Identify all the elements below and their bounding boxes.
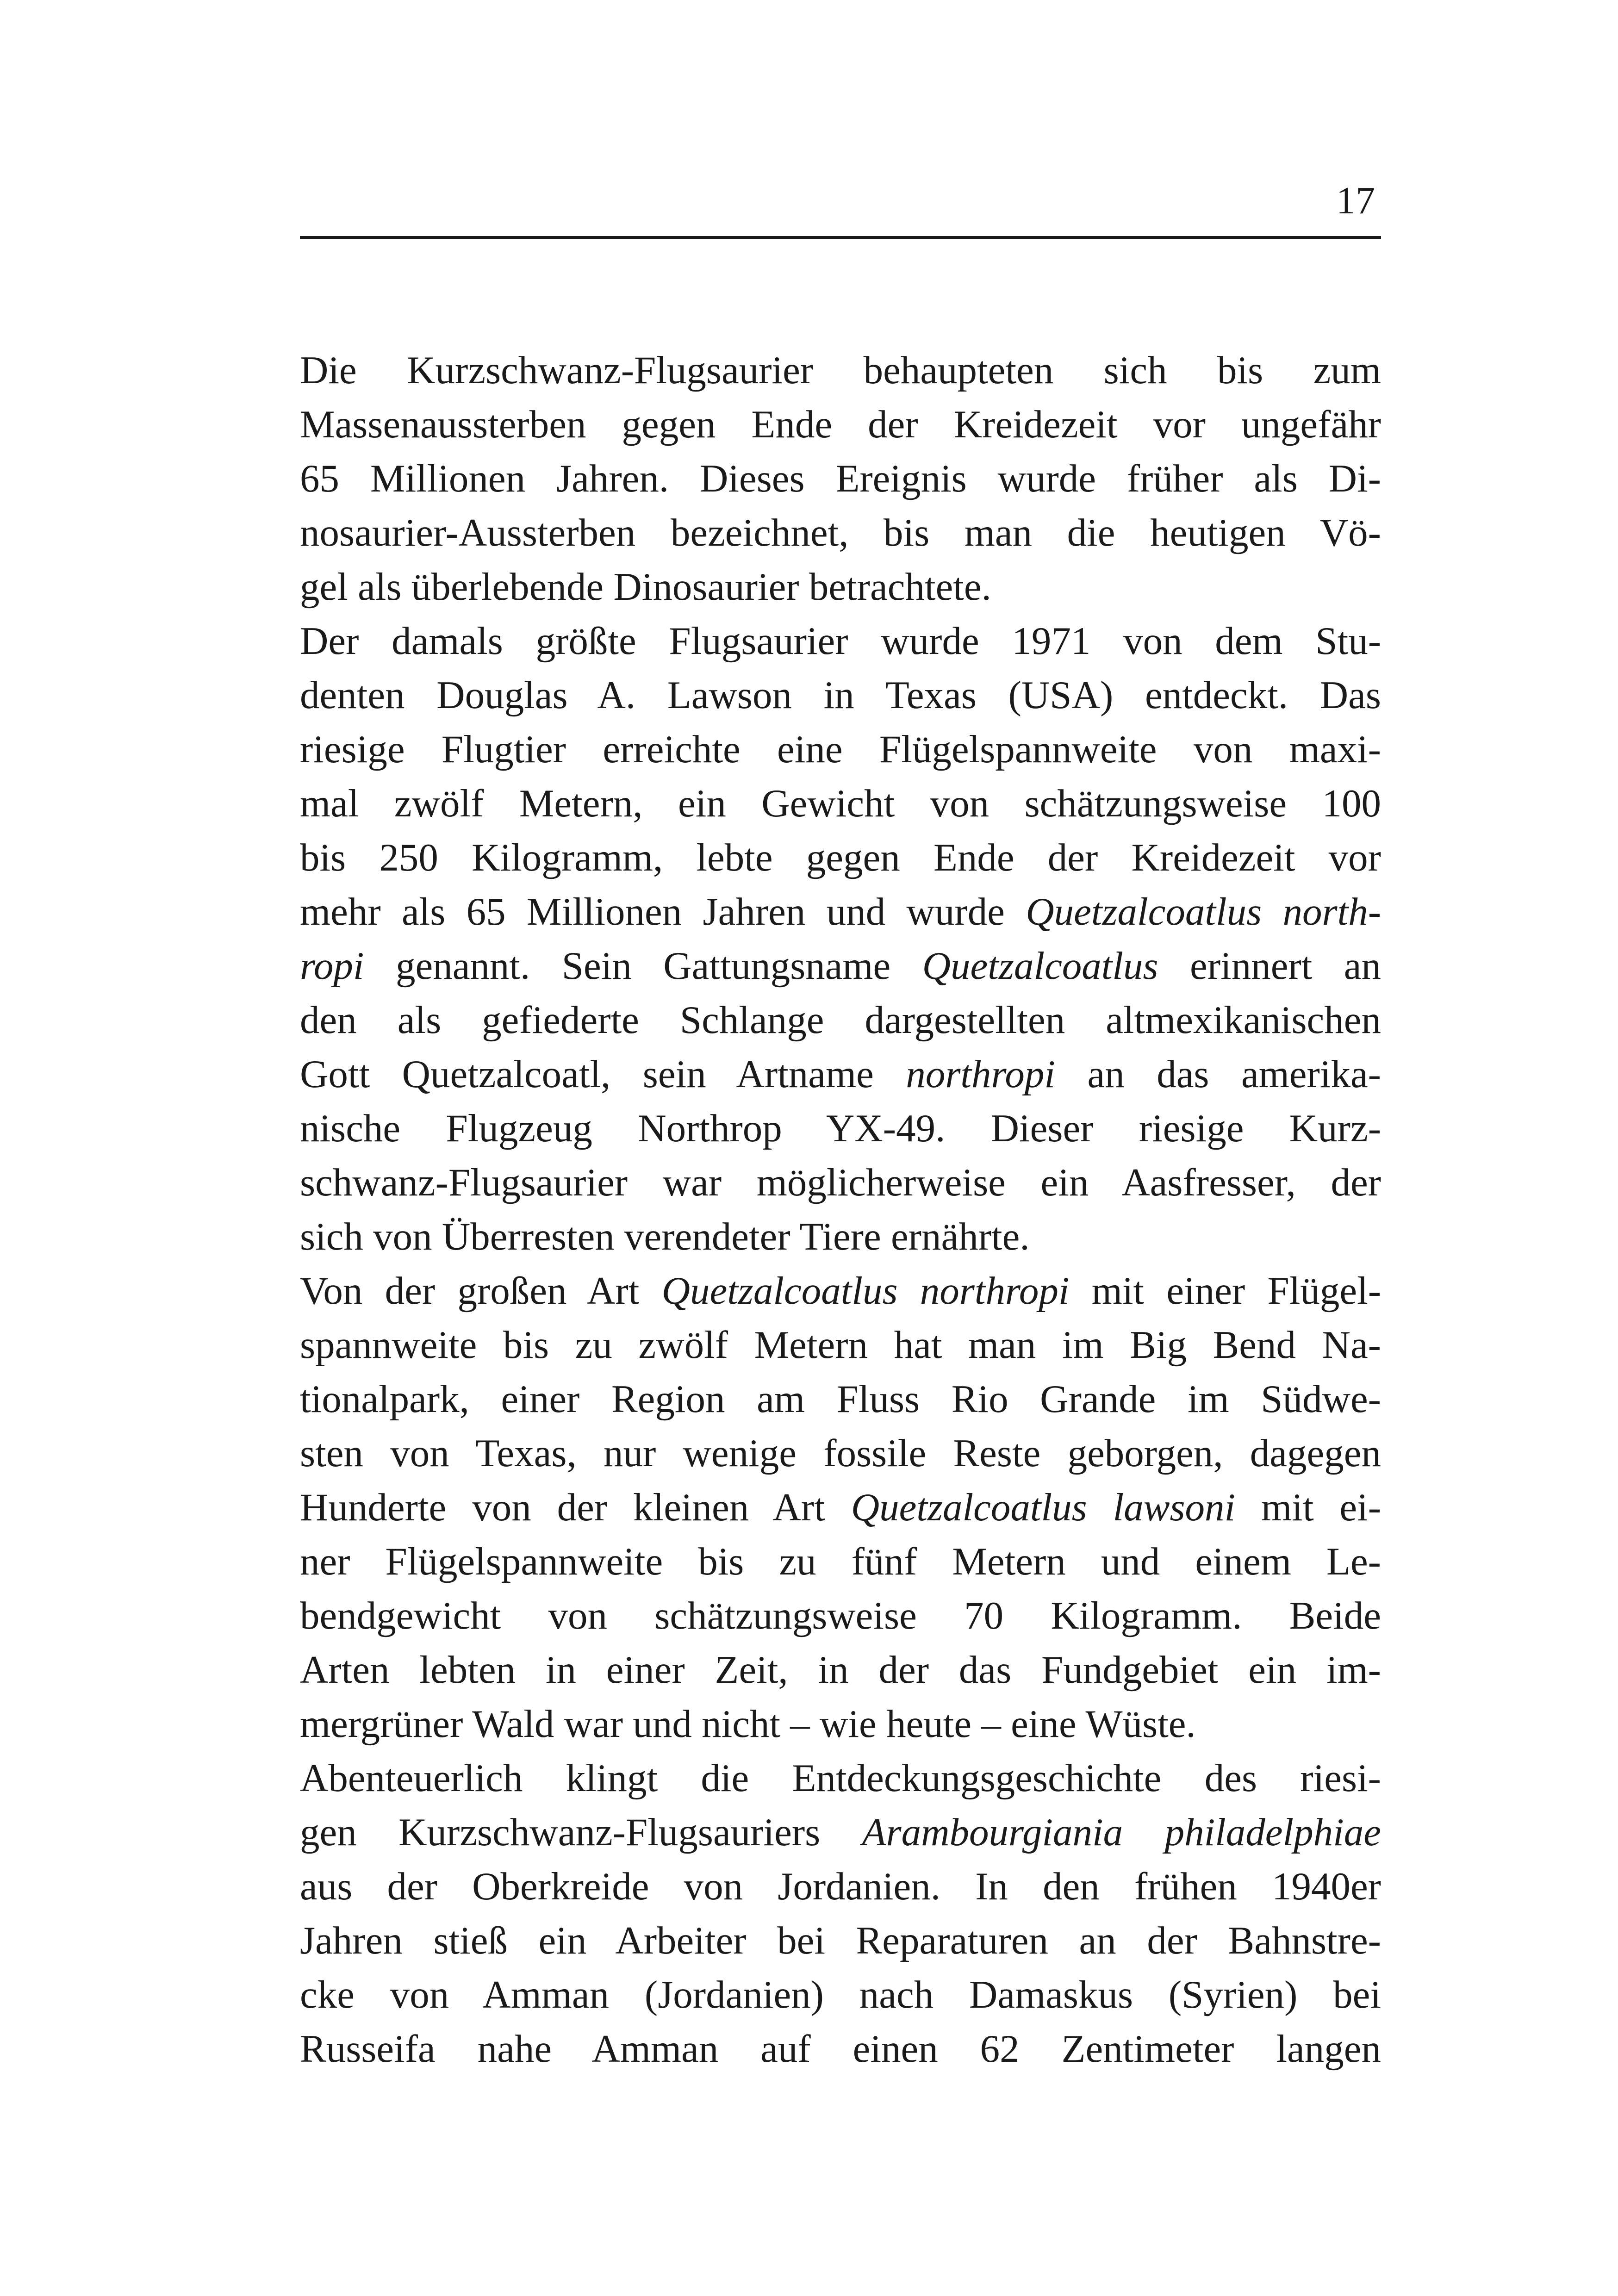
italic-text-segment: Quetzalcoatlus (922, 944, 1158, 988)
text-line (300, 1805, 1381, 1860)
italic-text-segment: northropi (906, 1052, 1056, 1096)
text-segment: gen Kurzschwanz-Flugsauriers (300, 1811, 862, 1854)
text-segment: gel als überlebende Dinosaurier betrachtete. (300, 565, 991, 609)
text-line (300, 1372, 1381, 1426)
text-segment: denten Douglas A. Lawson in Texas (USA) entdeckt. Das (300, 673, 1381, 717)
text-line (300, 343, 1381, 398)
text-segment: Jahren stieß ein Arbeiter bei Reparaturen an der Bahnstre- (300, 1919, 1381, 1962)
text-segment: schwanz-Flugsaurier war möglicherweise ein Aasfresser, der (300, 1161, 1381, 1204)
text-line (300, 993, 1381, 1047)
text-line (300, 1535, 1381, 1589)
text-line (300, 1101, 1381, 1156)
text-segment: sich von Überresten verendeter Tiere ernährte. (300, 1215, 1030, 1258)
text-line (300, 722, 1381, 777)
text-segment: tionalpark, einer Region am Fluss Rio Grande im Südwe- (300, 1377, 1381, 1421)
text-segment: ner Flügelspannweite bis zu fünf Metern und einem Le- (300, 1540, 1381, 1583)
text-line (300, 1697, 1381, 1751)
text-line (300, 1643, 1381, 1697)
text-segment: cke von Amman (Jordanien) nach Damaskus (Syrien) bei (300, 1973, 1381, 2016)
text-line (300, 1481, 1381, 1535)
text-segment: riesige Flugtier erreichte eine Flügelspannweite von maxi- (300, 728, 1381, 771)
italic-text-segment: Quetzalcoatlus lawsoni (851, 1486, 1236, 1529)
text-segment: genannt. Sein Gattungsname (364, 944, 922, 988)
text-segment: Von der großen Art (300, 1269, 662, 1313)
text-segment: mehr als 65 Millionen Jahren und wurde (300, 890, 1026, 933)
text-segment: an das amerika- (1055, 1052, 1381, 1096)
text-line (300, 939, 1381, 993)
text-segment: mergrüner Wald war und nicht – wie heute – eine Wüste. (300, 1702, 1196, 1746)
text-segment: aus der Oberkreide von Jordanien. In den frühen 1940er (300, 1865, 1381, 1908)
header-rule (300, 236, 1381, 239)
text-line (300, 1210, 1381, 1264)
text-line (300, 777, 1381, 831)
text-line (300, 1426, 1381, 1481)
text-segment: nosaurier-Aussterben bezeichnet, bis man die heutigen Vö- (300, 511, 1381, 554)
text-line (300, 398, 1381, 452)
text-segment: Die Kurzschwanz-Flugsaurier behaupteten sich bis zum (300, 348, 1381, 392)
text-segment: Massenaussterben gegen Ende der Kreidezeit vor ungefähr (300, 403, 1381, 446)
text-segment: Der damals größte Flugsaurier wurde 1971 von dem Stu- (300, 619, 1381, 663)
text-line (300, 614, 1381, 668)
text-segment: spannweite bis zu zwölf Metern hat man im Big Bend Na- (300, 1323, 1381, 1367)
text-segment: Abenteuerlich klingt die Entdeckungsgeschichte des riesi- (300, 1756, 1381, 1800)
text-segment: mit einer Flügel- (1069, 1269, 1381, 1313)
text-segment: den als gefiederte Schlange dargestellten altmexikanischen (300, 998, 1381, 1042)
italic-text-segment: Arambourgiania philadelphiae (862, 1811, 1381, 1854)
text-line (300, 1860, 1381, 1914)
text-segment: 65 Millionen Jahren. Dieses Ereignis wurde früher als Di- (300, 457, 1381, 500)
text-segment: Arten lebten in einer Zeit, in der das Fundgebiet ein im- (300, 1648, 1381, 1692)
text-segment: bendgewicht von schätzungsweise 70 Kilogramm. Beide (300, 1594, 1381, 1637)
text-segment: Gott Quetzalcoatl, sein Artname (300, 1052, 906, 1096)
text-segment: bis 250 Kilogramm, lebte gegen Ende der Kreidezeit vor (300, 836, 1381, 879)
italic-text-segment: Quetzalcoatlus north- (1026, 890, 1381, 933)
text-line (300, 1318, 1381, 1372)
text-segment: nische Flugzeug Northrop YX-49. Dieser riesige Kurz- (300, 1107, 1381, 1150)
text-segment: erinnert an (1158, 944, 1381, 988)
text-line (300, 1264, 1381, 1318)
text-line (300, 560, 1381, 614)
text-segment: sten von Texas, nur wenige fossile Reste geborgen, dagegen (300, 1431, 1381, 1475)
text-segment: mit ei- (1235, 1486, 1382, 1529)
text-segment: Russeifa nahe Amman auf einen 62 Zentimeter langen (300, 2027, 1381, 2071)
text-line (300, 668, 1381, 722)
text-line (300, 452, 1381, 506)
body-text (300, 343, 1381, 2076)
text-line (300, 885, 1381, 939)
text-line (300, 506, 1381, 560)
text-line (300, 1751, 1381, 1805)
text-line (300, 2022, 1381, 2076)
text-line (300, 1968, 1381, 2022)
text-line (300, 1047, 1381, 1101)
text-line (300, 1914, 1381, 1968)
text-line (300, 1589, 1381, 1643)
italic-text-segment: ropi (300, 944, 364, 988)
text-line (300, 1156, 1381, 1210)
text-line (300, 831, 1381, 885)
page-number: 17 (1336, 179, 1375, 222)
text-segment: Hunderte von der kleinen Art (300, 1486, 851, 1529)
italic-text-segment: Quetzalcoatlus northropi (661, 1269, 1070, 1313)
text-segment: mal zwölf Metern, ein Gewicht von schätzungsweise 100 (300, 782, 1381, 825)
